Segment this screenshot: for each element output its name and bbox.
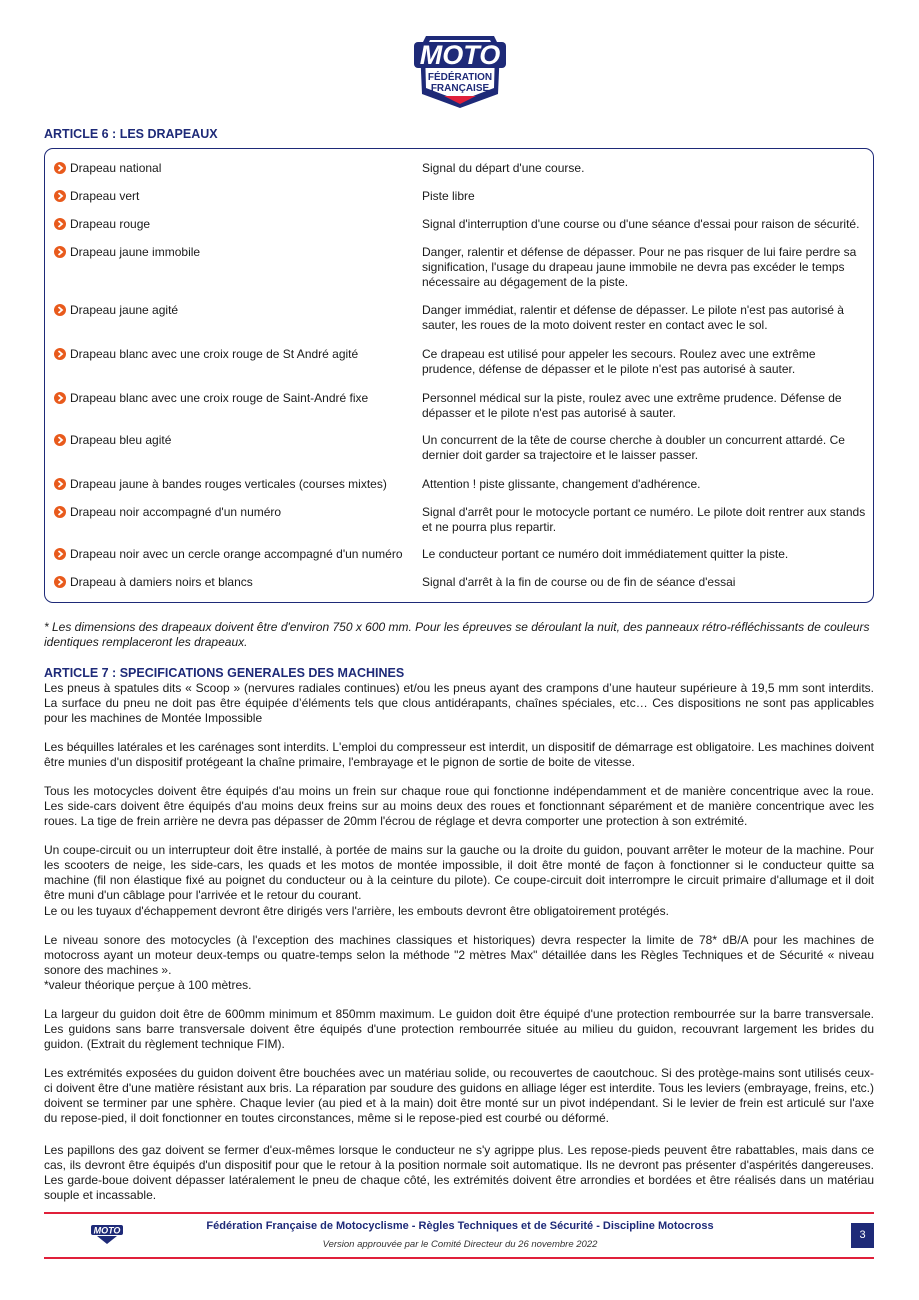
chevron-right-icon (54, 506, 66, 518)
paragraph-tyres: Les pneus à spatules dits « Scoop » (nervures radiales continues) et/ou les pneus ayant des crampons d’une hauteur supérieure à 19,5 mm sont interdits. La surface du pneu ne doit pas être équipée d’éléments tels que clous antidérapants, chaînes spéciales, etc… Ces dispositions ne sont pas applicables pour les machines de Montée Impossible (44, 681, 874, 725)
flag-name: Drapeau jaune à bandes rouges verticales (courses mixtes) (70, 477, 387, 491)
chevron-right-icon (54, 190, 66, 202)
svg-text:MOTO: MOTO (93, 1225, 121, 1236)
chevron-right-icon (54, 576, 66, 588)
flag-name: Drapeau noir accompagné d'un numéro (70, 505, 282, 519)
flag-name-cell (54, 391, 424, 406)
svg-text:FÉDÉRATION: FÉDÉRATION (427, 72, 493, 83)
flag-name: Drapeau blanc avec une croix rouge de Saint-André fixe (70, 391, 369, 405)
page-number: 3 (851, 1223, 874, 1248)
chevron-right-icon (54, 304, 66, 316)
flag-description: Signal du départ d'une course. (422, 161, 585, 175)
ffm-logo (408, 28, 512, 110)
chevron-right-icon (54, 434, 66, 446)
noise-footnote: *valeur théorique perçue à 100 mètres. (44, 978, 252, 992)
paragraph-handlebar-width: La largeur du guidon doit être de 600mm minimum et 850mm maximum. Le guidon doit être équipé d'une protection rembourrée sur la barre transversale. Les guidons sans barre transversale doivent être équipés d'une protection rembourrée située au milieu du guidon, recouvrant largement les brides du guidon. (Extrait du règlement technique FIM). (44, 1007, 874, 1051)
flag-description: Danger, ralentir et défense de dépasser. Pour ne pas risquer de lui faire perdre sa signification, l'usage du drapeau jaune immobile ne devra pas excéder le temps nécessaire au dégagement de la piste. (422, 245, 857, 289)
flag-name: Drapeau rouge (70, 217, 151, 231)
svg-text:FRANÇAISE: FRANÇAISE (430, 83, 490, 94)
chevron-right-icon (54, 218, 66, 230)
flag-name-cell (54, 505, 424, 520)
flag-name: Drapeau blanc avec une croix rouge de St André agité (70, 347, 359, 361)
flag-name-cell (54, 161, 424, 176)
flag-description: Signal d'arrêt à la fin de course ou de fin de séance d'essai (422, 575, 736, 589)
flag-description: Personnel médical sur la piste, roulez avec une extrême prudence. Défense de dépasser et le pilote n'est pas autorisé à sauter. (422, 391, 842, 420)
paragraph-exhaust: Le ou les tuyaux d'échappement devront être dirigés vers l'arrière, les embouts devront être obligatoirement protégés. (44, 904, 669, 918)
flag-name: Drapeau jaune agité (70, 303, 179, 317)
paragraph-throttle-footrests: Les papillons des gaz doivent se fermer d'eux-mêmes lorsque le conducteur ne s'y agrippe plus. Les repose-pieds peuvent être rabattables, mais dans ce cas, ils devront être équipés d'un dispositif pour que le retour à la position normale soit automatique. Ils ne devront pas présenter d'aspérités dangereuses. Les garde-boue doivent dépasser latéralement le pneu de chaque côté, les extrémités doivent être arrondies et bordées et être réalisés dans un matériau souple et incassable. (44, 1143, 874, 1202)
paragraph-handlebar-ends: Les extrémités exposées du guidon doivent être bouchées avec un matériau solide, ou recouvertes de caoutchouc. Si des protège-mains sont utilisés ceux-ci doivent être d'une matière résistant aux bris. La réparation par soudure des guidons en alliage léger est interdite. Tous les leviers (embrayage, freins, etc.) doivent se terminer par une sphère. Chaque levier (au pied et à la main) doit être monté sur un pivot indépendant. Si le levier de frein est articulé sur l'axe du repose-pied, il doit fonctionner en toutes circonstances, même si le repose-pied est courbé ou déformé. (44, 1066, 874, 1125)
footer-subtitle: Version approuvée par le Comité Directeur du 26 novembre 2022 (322, 1239, 598, 1250)
flag-name-cell (54, 575, 424, 590)
chevron-right-icon (54, 478, 66, 490)
footer-top-rule (44, 1212, 874, 1214)
chevron-right-icon (54, 246, 66, 258)
flag-description: Ce drapeau est utilisé pour appeler les secours. Roulez avec une extrême prudence, défense de dépasser et le pilote n'est pas autorisé à sauter. (422, 347, 816, 376)
flag-name-cell (54, 477, 424, 492)
flag-description: Attention ! piste glissante, changement d'adhérence. (422, 477, 701, 491)
flag-name-cell (54, 217, 424, 232)
paragraph-kill-switch: Un coupe-circuit ou un interrupteur doit être installé, à portée de mains sur la gauche ou la droite du guidon, pouvant arrêter le moteur de la machine. Pour les scooters de neige, les side-cars, les quads et les motos de montée impossible, il doit être monté de façon à fonctionner si le conducteur quitte sa machine (fil non élastique fixé au poignet du conducteur ou à la ceinture du pilote). Ce coupe-circuit doit interrompre le circuit primaire d'allumage et il doit être muni d'un câblage pour l'arrivée et le retour du courant. (44, 843, 874, 902)
flag-name-cell (54, 433, 424, 448)
svg-text:MOTO: MOTO (419, 40, 501, 70)
chevron-right-icon (54, 548, 66, 560)
footer-bottom-rule (44, 1257, 874, 1259)
flag-name: Drapeau vert (70, 189, 140, 203)
article-6-title: ARTICLE 6 : LES DRAPEAUX (44, 127, 218, 141)
paragraph-noise: Le niveau sonore des motocycles (à l'exception des machines classiques et historiques) devra respecter la limite de 78* dB/A pour les machines de motocross ayant un moteur deux-temps ou quatre-temps selon la méthode "2 mètres Max" détaillée dans les Règles Techniques et de Sécurité « niveau sonore des machines ». (44, 933, 874, 977)
flag-name-cell (54, 245, 424, 260)
flag-description: Danger immédiat, ralentir et défense de dépasser. Le pilote n'est pas autorisé à sauter, les roues de la moto doivent rester en contact avec le sol. (422, 303, 844, 332)
chevron-right-icon (54, 348, 66, 360)
flag-name: Drapeau jaune immobile (70, 245, 201, 259)
flag-name: Drapeau national (70, 161, 162, 175)
flag-name: Drapeau à damiers noirs et blancs (70, 575, 253, 589)
chevron-right-icon (54, 392, 66, 404)
flag-description: Signal d'interruption d'une course ou d'une séance d'essai pour raison de sécurité. (422, 217, 860, 231)
flag-description: Piste libre (422, 189, 475, 203)
flag-table (44, 148, 874, 603)
flag-name-cell (54, 303, 424, 318)
footer-title: Fédération Française de Motocyclisme - Règles Techniques et de Sécurité - Discipline Motocross (206, 1220, 714, 1232)
article-7-title: ARTICLE 7 : SPECIFICATIONS GENERALES DES MACHINES (44, 666, 405, 680)
chevron-right-icon (54, 162, 66, 174)
flag-description: Signal d'arrêt pour le motocycle portant ce numéro. Le pilote doit rentrer aux stands et ne pourra plus repartir. (422, 505, 866, 534)
flag-name-cell (54, 547, 424, 562)
paragraph-stands-fairings: Les béquilles latérales et les carénages sont interdits. L'emploi du compresseur est interdit, un dispositif de démarrage est obligatoire. Les machines doivent être munies d'un dispositif protégeant la chaîne primaire, l'embrayage et le pignon de sortie de boite de vitesse. (44, 740, 874, 769)
paragraph-brakes: Tous les motocycles doivent être équipés d'au moins un frein sur chaque roue qui fonctionne indépendamment et de manière concentrique avec la roue. Les side-cars doivent être équipés d'au moins deux freins sur au moins deux des roues et fonctionnant séparément et de manière concentrique avec les roues. La tige de frein arrière ne devra pas dépasser de 20mm l'écrou de réglage et devra comporter une protection à son extrémité. (44, 784, 874, 828)
flag-description: Un concurrent de la tête de course cherche à doubler un concurrent attardé. Ce dernier doit garder sa trajectoire et le laisser passer. (422, 433, 845, 462)
footer-logo (90, 1222, 124, 1246)
flag-name-cell (54, 189, 424, 204)
flag-dimensions-note: * Les dimensions des drapeaux doivent être d'environ 750 x 600 mm. Pour les épreuves se déroulant la nuit, des panneaux rétro-réfléchissants de couleurs identiques remplaceront les drapeaux. (44, 620, 870, 649)
flag-name: Drapeau bleu agité (70, 433, 172, 447)
flag-description: Le conducteur portant ce numéro doit immédiatement quitter la piste. (422, 547, 789, 561)
flag-name-cell (54, 347, 424, 362)
flag-name: Drapeau noir avec un cercle orange accompagné d'un numéro (70, 547, 403, 561)
